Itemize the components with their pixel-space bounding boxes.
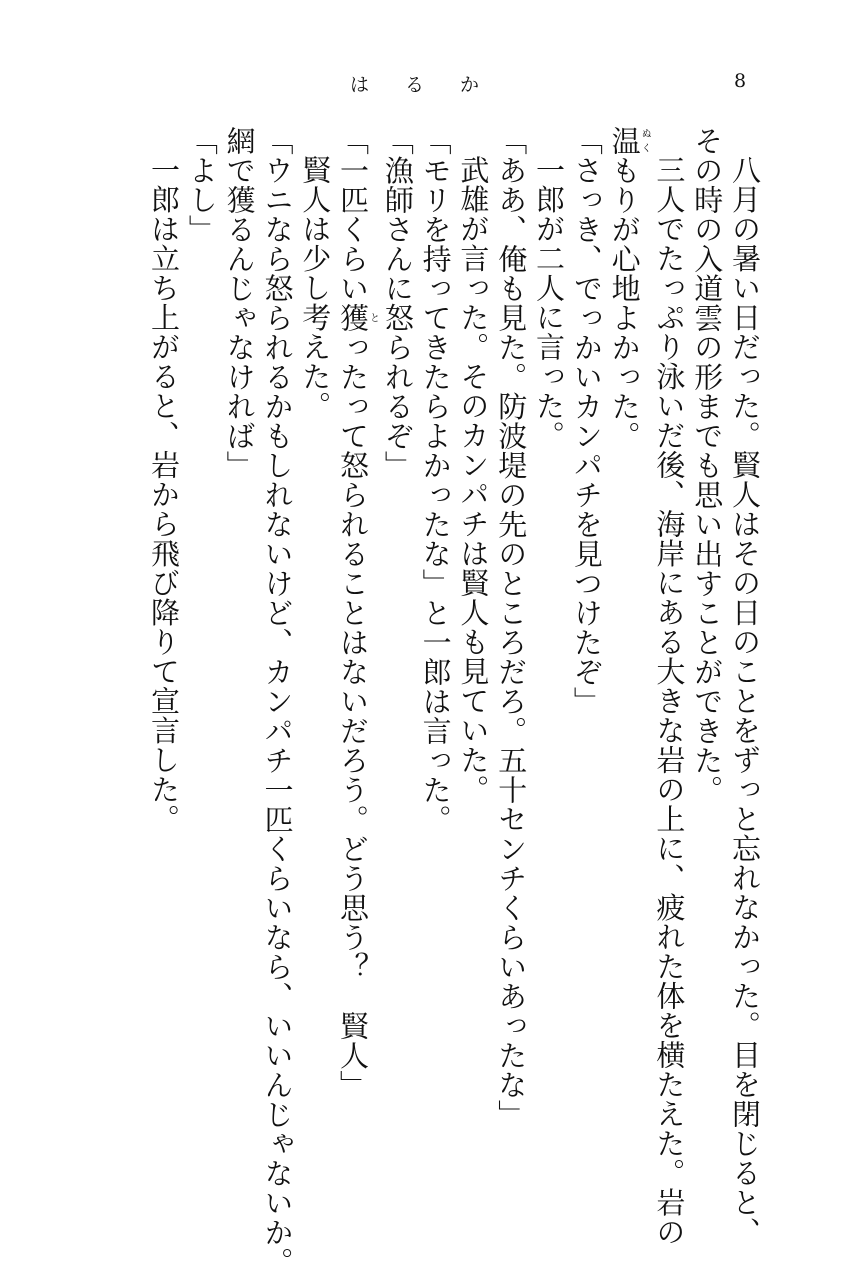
text-line-11 xyxy=(333,126,378,1126)
text-line-4 xyxy=(605,126,650,1126)
text-line-8: 武雄が言った。そのカンパチは賢人も見ていた。 xyxy=(456,155,491,804)
text-line-10: 「漁師さんに怒られるぞ」 xyxy=(380,126,415,480)
text-line-11-pre: 「一匹くらい xyxy=(336,126,371,303)
text-line-5: 「さっき、でっかいカンパチを見つけたぞ」 xyxy=(569,126,604,716)
text-line-15: 「よし」 xyxy=(184,126,219,244)
text-line-12: 賢人は少し考えた。 xyxy=(298,155,333,421)
novel-body-text xyxy=(144,126,763,1277)
furigana-word-nuku xyxy=(607,126,651,156)
text-line-3: 三人でたっぷり泳いだ後、海岸にある大きな岩の上に、疲れた体を横たえた。岩の xyxy=(652,155,687,1247)
ruby-base: 温 xyxy=(607,126,642,156)
text-line-7: 「ああ、俺も見た。防波堤の先のところだろ。五十センチくらいあったな」 xyxy=(494,126,529,1129)
text-line-16: 一郎は立ち上がると、岩から飛び降りて宣言した。 xyxy=(147,155,182,834)
text-line-6: 一郎が二人に言った。 xyxy=(532,155,567,450)
ruby-base: 獲 xyxy=(336,303,371,333)
text-line-1: 八月の暑い日だった。賢人はその日のことをずっと忘れなかった。目を閉じると、 xyxy=(728,155,762,1247)
text-line-14: 網で獲るんじゃなければ」 xyxy=(222,126,257,480)
text-line-4-post: もりが心地よかった。 xyxy=(607,155,642,451)
furigana-word-to xyxy=(336,303,379,333)
ruby-reading: と xyxy=(367,303,379,333)
text-line-2: その時の入道雲の形までも思い出すことができた。 xyxy=(690,126,725,805)
page-number: 8 xyxy=(734,70,747,92)
ruby-reading: ぬく xyxy=(639,126,651,156)
text-line-13: 「ウニなら怒られるかもしれないけど、カンパチ一匹くらいなら、いいんじゃないか。 xyxy=(260,126,295,1277)
text-line-11-post: ったって怒られることはないだろう。どう思う？ 賢人」 xyxy=(336,332,371,1100)
running-head-title: はるか xyxy=(350,74,516,96)
text-line-9: 「モリを持ってきたらよかったな」と一郎は言った。 xyxy=(418,126,453,834)
